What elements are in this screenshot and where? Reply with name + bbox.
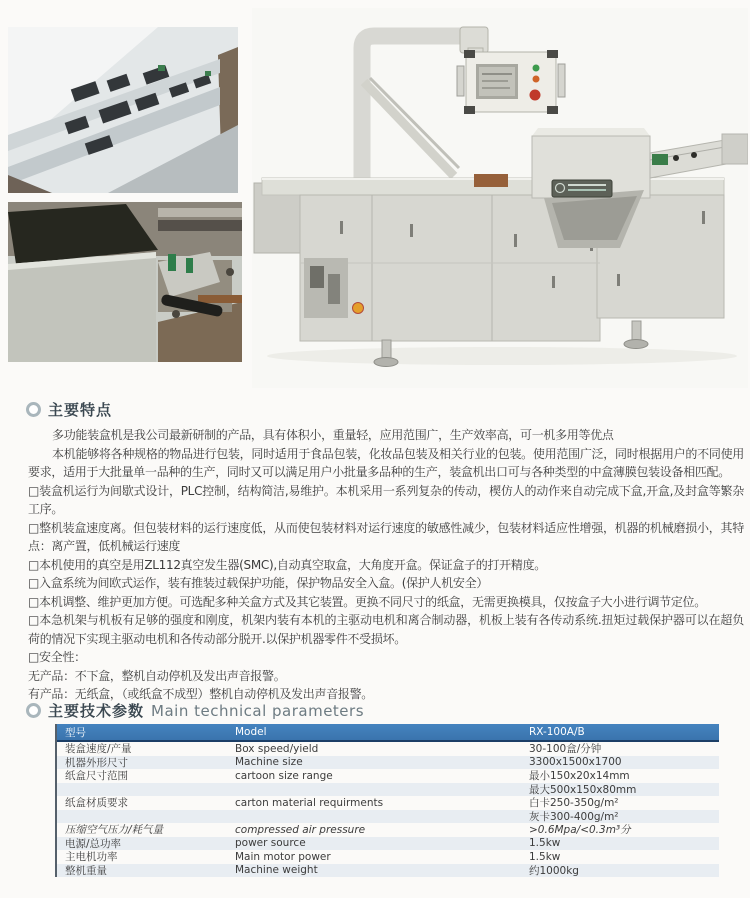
cell-en: cartoon size range (235, 769, 333, 782)
table-row (57, 823, 719, 837)
table-row (57, 769, 719, 783)
feature-line: □入盒系统为间欧式运作，装有推装过载保护功能，保护物品安全入盒。(保护人机安全） (28, 576, 489, 590)
features-lines (28, 426, 744, 704)
cell-zh: 整机重量 (65, 864, 107, 877)
params-table-body (57, 742, 719, 877)
panel-handle-left (457, 66, 464, 96)
feature-line: 无产品：不下盒，整机自动停机及发出声音报警。 (28, 668, 286, 683)
machine-main-photo (252, 8, 748, 388)
header-cell-model-value: RX-100A/B (529, 726, 585, 738)
cell-value: 30-100盒/分钟 (529, 743, 602, 756)
feature-line: 本机能够将各种规格的物品进行包装，同时适用于食品包装，化妆品包装及相关行业的包装。使用范围广泛，同时根据用户的不同使用要求，适用于大批量单一品种的生产，同时又可以满足用户小批量多品种的生产，装盒机出口可与各种类型的中盒薄膜包装设备相匹配。 (28, 446, 744, 479)
header-cell-model-en: Model (235, 726, 267, 738)
feature-line: □本急机架与机板有足够的强度和刚度，机架内装有本机的主驱动电机和离合制动器，机板上装有各传动系统.扭矩过载保护器可以在超负荷的情况下实现主驱动电机和各传动部分脱开.以保护机器零件不受损坏。 (28, 613, 744, 646)
table-row (57, 742, 719, 756)
machine-detail-photo-2 (8, 202, 242, 362)
cell-value: 1.5kw (529, 837, 561, 850)
table-header-row (57, 724, 719, 742)
cell-en: power source (235, 837, 306, 850)
cell-zh: 纸盒材质要求 (65, 797, 128, 810)
features-title: 主要特点 (48, 401, 113, 419)
cell-en: Box speed/yield (235, 742, 319, 755)
feature-line: □装盒机运行为间歇式设计，PLC控制，结构简洁,易维护。本机采用一系列复杂的传动，楔仿人的动作来自动完成下盒,开盒,及封盒等繁杂工序。 (28, 483, 744, 516)
parameters-header (26, 700, 364, 721)
parameters-title-en: Main technical parameters (151, 701, 365, 720)
cell-en: Machine weight (235, 864, 318, 877)
feature-line: □安全性： (28, 650, 86, 664)
cell-value: 灰卡300-400g/m² (529, 810, 619, 823)
section-bullet-icon (26, 402, 41, 417)
feature-line: 多功能装盒机是我公司最新研制的产品，具有体积小，重量轻，应用范围广，生产效率高，可一机多用等优点 (52, 428, 614, 442)
table-row (57, 864, 719, 878)
header-cell-model-zh: 型号 (65, 726, 86, 739)
cell-zh: 电源/总功率 (65, 837, 122, 850)
cell-zh: 装盒速度/产量 (65, 743, 132, 756)
feature-line: □本机使用的真空是用ZL112真空发生器(SMC),自动真空取盒，大角度开盒。保证盒子的打开精度。 (28, 557, 546, 572)
machine-detail-photo-1 (8, 27, 238, 193)
sensor-board (652, 154, 668, 165)
table-row (57, 756, 719, 770)
features-header (26, 399, 112, 420)
green-button (533, 65, 540, 72)
cell-zh: 压缩空气压力/耗气量 (65, 824, 164, 837)
cell-zh: 主电机功率 (65, 851, 118, 864)
feature-line: □整机装盒速度离。但包装材料的运行速度低，从而使包装材料对运行速度的敏感性减少，包装材料适应性增强，机器的机械磨损小，其特点：离产置，低机械运行速度 (28, 520, 744, 553)
cartoning-machine-illustration (252, 8, 748, 388)
machine-detail-photo-2-illustration (8, 202, 242, 362)
nameplate (552, 180, 612, 197)
table-row (57, 850, 719, 864)
table-row (57, 783, 719, 797)
cell-en: Main motor power (235, 850, 331, 863)
cell-value: 1.5kw (529, 850, 561, 863)
infeed-strip (474, 174, 508, 187)
feature-line: 有产品：无纸盒，（或纸盒不成型）整机自动停机及发出声音报警。 (28, 687, 374, 701)
panel-handle-right (558, 64, 565, 97)
cell-zh: 机器外形尺寸 (65, 756, 128, 769)
control-panel (457, 50, 565, 114)
table-row (57, 796, 719, 810)
red-stop-button (530, 90, 541, 101)
cell-value: 3300x1500x1700 (529, 756, 622, 769)
params-table (55, 724, 719, 877)
cell-value: 最大500x150x80mm (529, 783, 637, 796)
table-row (57, 837, 719, 851)
cell-value: >0.6Mpa/<0.3m³分 (529, 824, 631, 837)
cell-value: 最小150x20x14mm (529, 770, 630, 783)
cell-value: 约1000kg (529, 864, 579, 877)
cell-en: carton material requirments (235, 796, 384, 809)
parameters-title-zh: 主要技术参数 (48, 702, 145, 720)
feature-line: □本机调整、维护更加方便。可选配多种关盒方式及其它装置。更换不同尺寸的纸盒，无需更换模具，仅按盒子大小进行调节定位。 (28, 594, 706, 609)
cell-zh: 纸盒尺寸范围 (65, 770, 128, 783)
machine-detail-photo-1-illustration (8, 27, 238, 193)
table-row (57, 810, 719, 824)
section-bullet-icon (26, 703, 41, 718)
cell-en: Machine size (235, 756, 303, 769)
cell-value: 白卡250-350g/m² (529, 797, 619, 810)
cell-en: compressed air pressure (235, 823, 366, 836)
orange-button (533, 76, 540, 83)
emergency-button (353, 303, 364, 314)
